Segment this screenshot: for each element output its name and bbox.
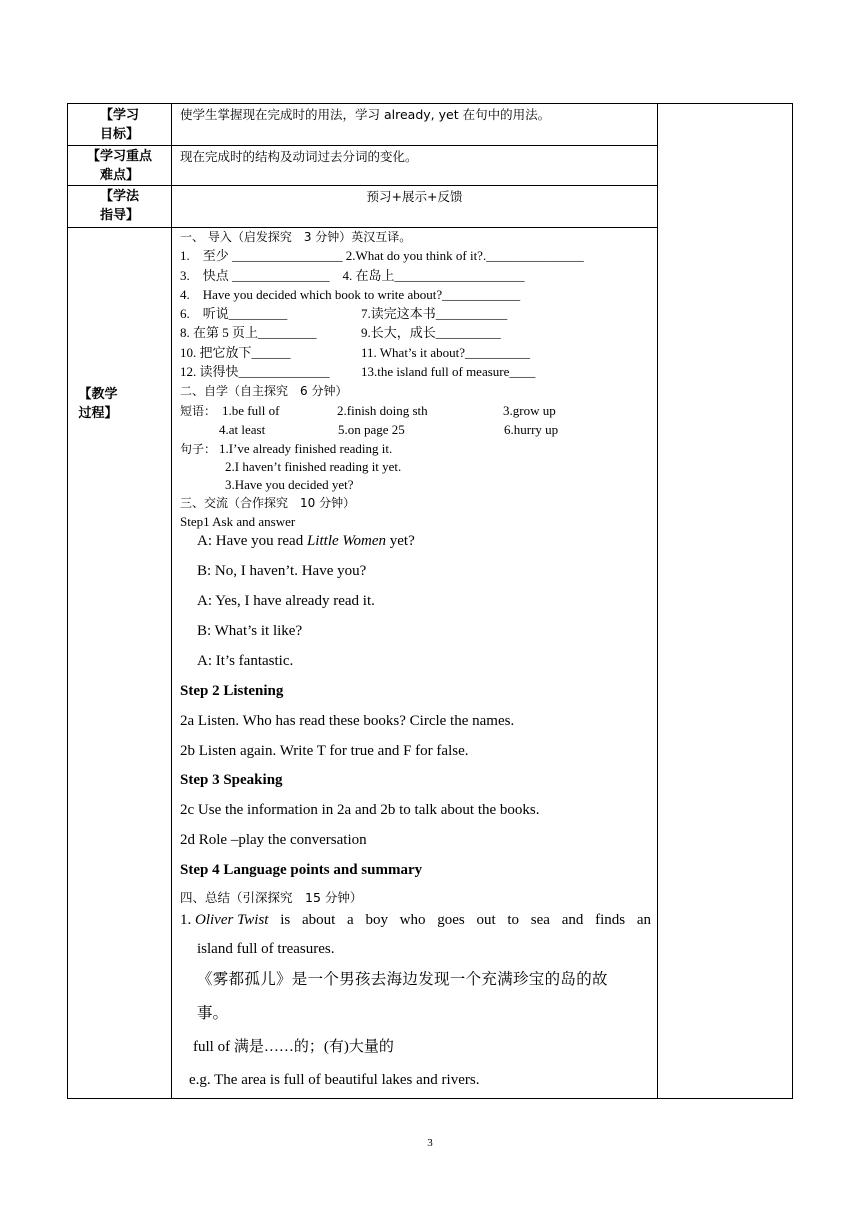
exercise-line: 13.the island full of measure____ (361, 364, 536, 379)
example-sentence: 1. Oliver Twist is about a boy who goes out to sea and finds an (180, 912, 651, 928)
row-label-goal: 【学习 目标】 (99, 108, 139, 142)
section-4-title: 四、总结（引深探究 15 分钟） (180, 890, 363, 905)
task-2b: 2b Listen again. Write T for true and F for false. (180, 743, 469, 759)
section-2-title: 二、自学（自主探究 6 分钟） (180, 384, 348, 398)
dialogue-line: A: Have you read Little Women yet? (197, 533, 415, 549)
dialogue-line: A: Yes, I have already read it. (197, 593, 375, 609)
exercise-line: 12. 读得快______________ (180, 364, 330, 379)
phrase-item: 2.finish doing sth (337, 403, 428, 418)
exercise-line: 4. Have you decided which book to write about?____________ (180, 287, 521, 302)
step-2-title: Step 2 Listening (180, 683, 284, 699)
step-1-title: Step1 Ask and answer (180, 514, 296, 529)
sentence-item: 2.I haven’t finished reading it yet. (225, 459, 402, 474)
phrase-item: 6.hurry up (504, 422, 559, 437)
exercise-line: 8. 在第 5 页上_________ (180, 325, 317, 340)
method-content: 预习+展示+反馈 (366, 189, 463, 204)
page-number: 3 (427, 1137, 433, 1149)
dialogue-line: B: No, I haven’t. Have you? (197, 563, 367, 579)
exercise-line: 10. 把它放下______ (180, 345, 291, 360)
dialogue-line: B: What’s it like? (197, 623, 303, 639)
task-2a: 2a Listen. Who has read these books? Circle the names. (180, 713, 515, 729)
step-3-title: Step 3 Speaking (180, 772, 283, 788)
exercise-line: 3. 快点 _______________ 4. 在岛上____________________ (180, 268, 525, 283)
table-border-right (792, 103, 793, 1099)
row-label-process: 【教学 过程】 (78, 387, 118, 421)
exercise-line: 7.读完这本书___________ (361, 306, 508, 321)
table-border-left (67, 103, 68, 1099)
sentence-item: 1.I’ve already finished reading it. (219, 441, 393, 456)
phrase-item: 1.be full of (222, 403, 280, 418)
example-usage: e.g. The area is full of beautiful lakes and rivers. (189, 1072, 480, 1088)
row-label-key-points: 【学习重点 难点】 (86, 149, 152, 183)
table-row-divider (67, 145, 658, 146)
phrase-definition: full of 满是……的；(有)大量的 (193, 1039, 394, 1055)
phrase-item: 5.on page 25 (338, 422, 405, 437)
task-2d: 2d Role –play the conversation (180, 832, 367, 848)
table-border-bottom (67, 1098, 793, 1099)
section-1-title: 一、 导入（启发探究 3 分钟）英汉互译。 (180, 230, 412, 244)
table-border-top (67, 103, 793, 104)
exercise-line: 6. 听说_________ (180, 306, 288, 321)
exercise-line: 11. What’s it about?__________ (361, 345, 530, 360)
key-points-content: 现在完成时的结构及动词过去分词的变化。 (180, 149, 418, 164)
row-label-method: 【学法 指导】 (99, 189, 139, 223)
phrase-item: 3.grow up (503, 403, 556, 418)
exercise-line: 1. 至少 _________________ 2.What do you think of it?._______________ (180, 248, 584, 263)
table-col-divider-1 (171, 103, 172, 1099)
exercise-line: 9.长大，成长__________ (361, 325, 501, 340)
table-row-divider (67, 185, 658, 186)
phrase-item: 4.at least (219, 422, 266, 437)
example-sentence-cont: island full of treasures. (197, 941, 335, 957)
translation-line: 《雾都孤儿》是一个男孩去海边发现一个充满珍宝的岛的故 (197, 970, 608, 988)
goal-content: 使学生掌握现在完成时的用法，学习 already, yet 在句中的用法。 (180, 107, 551, 122)
task-2c: 2c Use the information in 2a and 2b to talk about the books. (180, 802, 540, 818)
translation-line: 事。 (197, 1004, 229, 1022)
sentences-label: 句子： (180, 442, 217, 456)
table-col-divider-2 (657, 103, 658, 1099)
section-3-title: 三、交流（合作探究 10 分钟） (180, 496, 356, 510)
phrases-label: 短语： (180, 404, 217, 418)
sentence-item: 3.Have you decided yet? (225, 477, 354, 492)
dialogue-line: A: It’s fantastic. (197, 653, 294, 669)
step-4-title: Step 4 Language points and summary (180, 862, 423, 878)
